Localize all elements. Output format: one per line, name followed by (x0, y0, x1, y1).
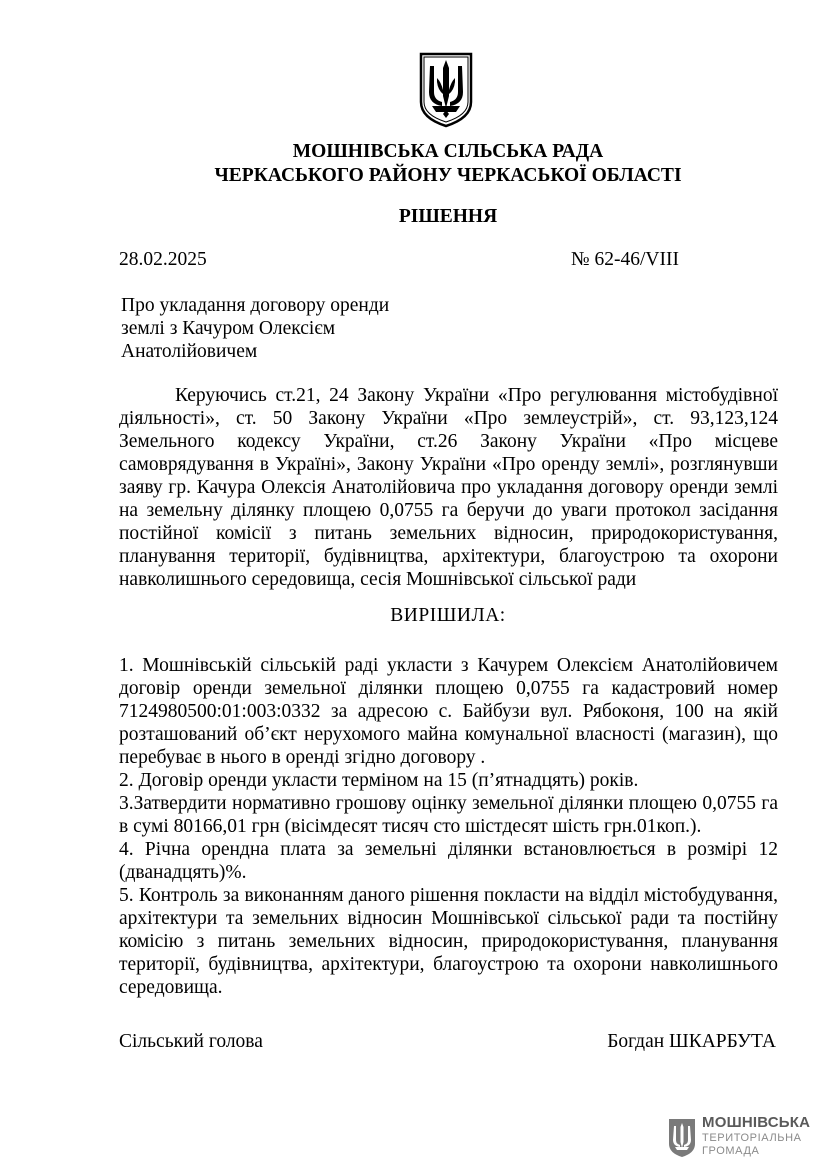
district-name: ЧЕРКАСЬКОГО РАЙОНУ ЧЕРКАСЬКОЇ ОБЛАСТІ (214, 165, 682, 186)
subject-line: Про укладання договору оренди (121, 295, 390, 316)
decision-item: 1. Мошнівській сільській раді укласти з Качурем Олексієм Анатолійовичем договір оренди земельної ділянки площею 0,0755 га кадастровий номер 7124980500:01:003:0332 за адресою с. Байбузи вул. Рябоконя, 100 на якій розташований об’єкт нерухомого майна комунальної власності (магазин), що перебуває в нього в оренді згідно договору . (119, 655, 778, 768)
coat-of-arms-icon (418, 52, 474, 128)
subject-line: Анатолійовичем (121, 341, 258, 362)
document-title: РІШЕННЯ (398, 206, 498, 227)
preamble-paragraph: Керуючись ст.21, 24 Закону України «Про регулювання містобудівної діяльності», ст. 50 Закону України «Про землеустрій», ст. 93,123,124 Земельного кодексу України, ст.26 Закону України «Про місцеве самоврядування в Україні», Закону України «Про оренду землі», розглянувши заяву гр. Качура Олексія Анатолійовича про укладання договору оренди землі на земельну ділянку площею 0,0755 га беручи до уваги протокол засідання постійної комісії з питань земельних відносин, природокористування, планування території, будівництва, архітектури, благоустрою та охорони навколишнього середовища, сесія Мошнівської сільської ради (119, 385, 778, 590)
signatory-position: Сільський голова (119, 1031, 263, 1052)
trident-icon (668, 1118, 696, 1158)
document-date: 28.02.2025 (119, 249, 207, 270)
subject-line: землі з Качуром Олексієм (121, 318, 336, 339)
decision-items (119, 654, 778, 999)
community-logo (664, 1114, 814, 1164)
council-name: МОШНІВСЬКА СІЛЬСЬКА РАДА (292, 141, 604, 162)
document-subject (121, 294, 451, 363)
logo-text: МОШНІВСЬКА (702, 1114, 811, 1131)
decision-item: 5. Контроль за виконанням даного рішення покласти на відділ містобудування, архітектури та земельних відносин Мошнівської сільської ради та постійну комісію з питань земельних відносин, природокористування, планування території, будівництва, архітектури, благоустрою та охорони навколишнього середовища. (119, 885, 778, 998)
signatory-name: Богдан ШКАРБУТА (607, 1031, 776, 1052)
logo-text: ГРОМАДА (702, 1145, 760, 1157)
decision-item: 3.Затвердити нормативно грошову оцінку земельної ділянки площею 0,0755 га в сумі 80166,01 грн (вісімдесят тисяч сто шістдесят шість грн.01коп.). (119, 793, 778, 837)
decision-item: 4. Річна орендна плата за земельні ділянки встановлюється в розмірі 12 (дванадцять)%. (119, 839, 778, 883)
logo-text: ТЕРИТОРІАЛЬНА (702, 1132, 802, 1144)
decision-item: 2. Договір оренди укласти терміном на 15 (п’ятнадцять) років. (119, 770, 639, 791)
document-number: № 62-46/VIII (571, 249, 679, 270)
decision-heading: ВИРІШИЛА: (390, 605, 506, 626)
